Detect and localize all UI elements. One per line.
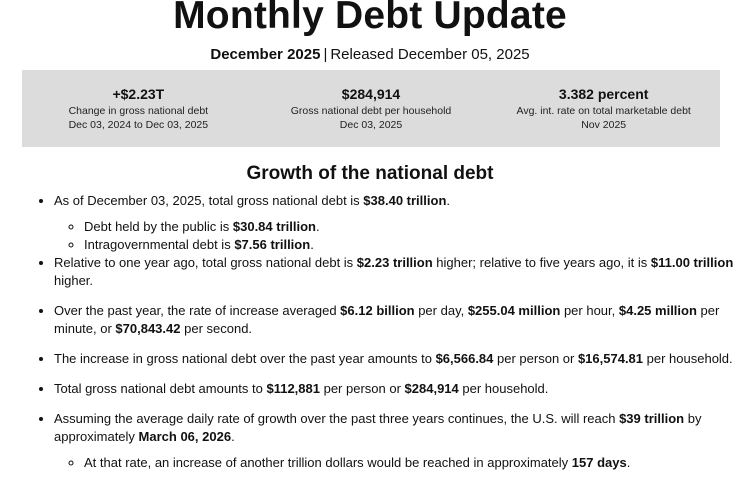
bullet-text: Over the past year, the rate of increase averaged — [54, 303, 341, 318]
bullet-text: per household. — [643, 351, 733, 366]
bullet-text: per household. — [458, 381, 549, 396]
stat-debt-change — [22, 70, 255, 147]
bullet-text: by approximately — [54, 411, 702, 444]
bullet-value: $30.84 trillion — [232, 219, 316, 234]
bullet-value: $11.00 trillion — [650, 255, 734, 270]
stat-date: Dec 03, 2024 to Dec 03, 2025 — [68, 119, 209, 131]
bullet-relative-change — [54, 254, 752, 290]
stat-value: 3.382 percent — [558, 86, 649, 102]
bullet-text: Debt held by the public is — [84, 219, 233, 234]
bullet-increase-per-person — [54, 350, 752, 368]
sub-bullet-public-debt — [84, 218, 752, 236]
bullet-text: per person or — [493, 351, 578, 366]
bullet-text: Assuming the average daily rate of growth over the past three years continues, the U.S. will reach — [54, 411, 620, 426]
bullet-text: per person or — [319, 381, 405, 396]
bullet-text: per hour, — [560, 303, 619, 318]
stat-debt-per-household — [255, 70, 488, 147]
stat-label: Change in gross national debt — [68, 105, 209, 117]
stat-value: $284,914 — [341, 86, 401, 102]
projection-detail-list — [54, 454, 752, 472]
bullet-text: As of December 03, 2025, total gross national debt is — [54, 193, 364, 208]
growth-bullet-list — [22, 192, 752, 484]
debt-breakdown-list — [54, 218, 752, 254]
bullet-value: $112,881 — [266, 381, 320, 396]
bullet-value: $6,566.84 — [435, 351, 494, 366]
release-date: Released December 05, 2025 — [330, 46, 530, 63]
stat-interest-rate — [487, 70, 720, 147]
bullet-value: $70,843.42 — [115, 321, 181, 336]
bullet-value: $16,574.81 — [577, 351, 644, 366]
bullet-text: per second. — [180, 321, 253, 336]
sub-bullet-intragovernmental-debt — [84, 236, 752, 254]
bullet-text: higher; relative to five years ago, it is — [432, 255, 651, 270]
bullet-value: March 06, 2026 — [138, 429, 232, 444]
report-month: December 2025 — [210, 46, 321, 63]
bullet-debt-per-person — [54, 380, 752, 398]
stat-value: +$2.23T — [112, 86, 165, 102]
bullet-value: $39 trillion — [619, 411, 685, 426]
bullet-text: per day, — [414, 303, 468, 318]
bullet-projection — [54, 410, 752, 472]
bullet-text: higher. — [54, 273, 94, 288]
bullet-rate-of-increase — [54, 302, 752, 338]
bullet-text: . — [315, 219, 320, 234]
sub-bullet-next-trillion — [84, 454, 752, 472]
bullet-value: 157 days — [571, 455, 627, 470]
bullet-text: . — [310, 237, 314, 252]
bullet-value: $38.40 trillion — [363, 193, 447, 208]
bullet-text: Total gross national debt amounts to — [54, 381, 267, 396]
bullet-value: $6.12 billion — [340, 303, 415, 318]
stats-banner — [22, 70, 720, 147]
bullet-text: Intragovernmental debt is — [84, 237, 235, 252]
separator: | — [323, 46, 328, 63]
bullet-text: per minute, or — [54, 303, 720, 336]
bullet-text: . — [626, 455, 631, 470]
bullet-value: $4.25 million — [618, 303, 697, 318]
bullet-value: $7.56 trillion — [234, 237, 311, 252]
bullet-text: At that rate, an increase of another trillion dollars would be reached in approximately — [84, 455, 572, 470]
bullet-total-debt — [54, 192, 752, 254]
stat-date: Nov 2025 — [581, 119, 627, 131]
stat-label: Avg. int. rate on total marketable debt — [516, 105, 691, 117]
bullet-text: Relative to one year ago, total gross national debt is — [54, 255, 357, 270]
bullet-value: $2.23 trillion — [356, 255, 433, 270]
bullet-text: . — [446, 193, 451, 208]
bullet-text: The increase in gross national debt over the past year amounts to — [54, 351, 436, 366]
bullet-value: $255.04 million — [467, 303, 561, 318]
section-title: Growth of the national debt — [246, 163, 494, 184]
page-title: Monthly Debt Update — [173, 0, 567, 37]
bullet-text: . — [231, 429, 235, 444]
release-line — [0, 46, 740, 63]
stat-date: Dec 03, 2025 — [339, 119, 403, 131]
stat-label: Gross national debt per household — [290, 105, 452, 117]
bullet-value: $284,914 — [404, 381, 459, 396]
